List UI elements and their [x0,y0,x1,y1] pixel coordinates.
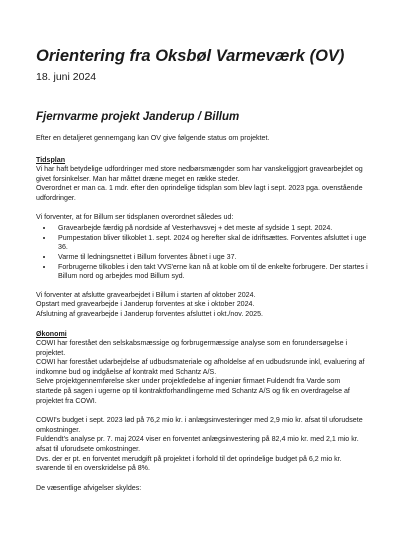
tidsplan-heading: Tidsplan [36,155,66,164]
budget-line: omkostninger. [36,425,81,434]
list-item: • Varme til ledningsnettet i Billum forventes åbnet i uge 37. [54,253,370,263]
okonomi-heading: Økonomi [36,329,67,338]
tidsplan-line: Overordnet er man ca. 1 mdr. efter den oprindelige tidsplan som blev lagt i sept. 2023 pga. ovenstående [36,184,363,193]
okonomi-line: projektet fra COWI. [36,396,97,405]
schedule-line: Afslutning af gravearbejde i Janderup forventes afsluttet i okt./nov. 2025. [36,309,264,318]
budget-line: svarende til en overskridelse på 8%. [36,464,150,473]
budget-line: Dvs. der er pt. en forventet merudgift på projektet i forhold til det oprindelige budget på 6,2 mio kr. [36,454,342,463]
list-item: • Forbrugerne tilkobles i den takt VVS'erne kan nå at koble om til de enkelte forbrugere. Der startes i Billum nord og arbejdes mod Billum syd. [54,263,370,282]
billum-intro: Vi forventer, at for Billum ser tidsplanen overordnet således ud: [36,212,234,221]
schedule-line: Vi forventer at afslutte gravearbejdet i Billum i starten af oktober 2024. [36,290,256,299]
schedule-line: Opstart med gravearbejde i Janderup forventes at ske i oktober 2024. [36,300,255,309]
tidsplan-line: givet forsinkelser. Man har måttet dræne meget en række steder. [36,174,240,183]
intro-paragraph: Efter en detaljeret gennemgang kan OV give følgende status om projektet. [36,134,270,142]
okonomi-line: COWI har forestået den selskabsmæssige og forbrugermæssige analyse som en forundersøgelse i [36,339,348,348]
okonomi-line: Selve projektgennemførelse sker under projektledelse af ingeniør firmaet Fuldendt fra Varde som [36,377,341,386]
budget-line: afsat til uforudsete omkostninger. [36,445,141,454]
okonomi-line: indkomne bud og indgåelse af kontrakt med Schantz A/S. [36,367,217,376]
list-item: • Gravearbejde færdig på nordside af Vesterhavsvej + det meste af sydside 1 sept. 2024. [54,224,370,234]
section-title: Fjernvarme projekt Janderup / Billum [36,111,240,123]
closing-line: De væsentlige afvigelser skyldes: [36,483,142,492]
list-item: • Pumpestation bliver tilkoblet 1. sept. 2024 og herefter skal de idriftsættes. Forventes afsluttet i uge 36. [54,234,370,253]
okonomi-line: startede på sagen i ugerne op til kontraktforhandlingerne med Schantz A/S og fik en overdragelse af [36,387,350,396]
tidsplan-line: udfordringer. [36,193,76,202]
budget-line: Fuldendt's analyse pr. 7. maj 2024 viser en forventet anlægsinvestering på 82,4 mio kr. med 2,1 mio kr. [36,435,359,444]
budget-line: COWI's budget i sept. 2023 lød på 76,2 mio kr. i anlægsinvesteringer med 2,9 mio kr. afsat til uforudsete [36,416,363,425]
billum-bullet-list [36,224,370,282]
document-title: Orientering fra Oksbøl Varmeværk (OV) [36,47,345,65]
okonomi-line: COWI har forestået udarbejdelse af udbudsmateriale og afholdelse af en udbudsrunde inkl, evaluering af [36,358,365,367]
tidsplan-line: Vi har haft betydelige udfordringer med store nedbørsmængder som har vanskeliggjort gravearbejdet og [36,165,363,174]
okonomi-line: projektet. [36,348,66,357]
document-date: 18. juni 2024 [36,71,97,83]
